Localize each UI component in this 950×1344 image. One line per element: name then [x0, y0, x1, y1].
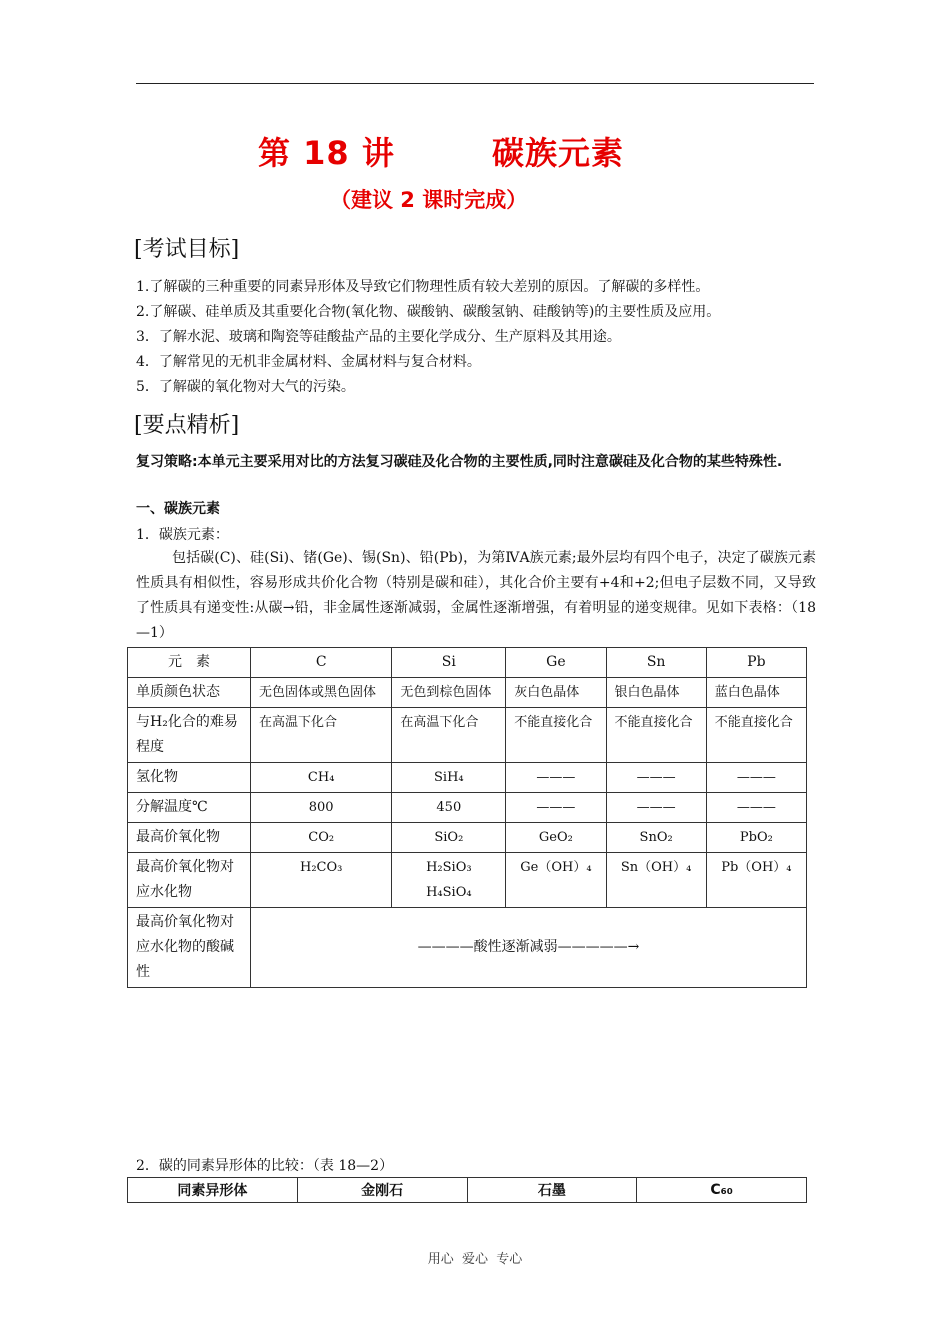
table-cell: CO₂ — [251, 823, 392, 853]
table-header-cell: 石墨 — [467, 1178, 637, 1203]
table-cell: ——— — [706, 763, 806, 793]
table-cell: 银白色晶体 — [606, 678, 706, 708]
item-carbon-group: 1．碳族元素： — [136, 527, 229, 543]
table-cell: ——— — [506, 763, 606, 793]
table-header-cell: 同素异形体 — [128, 1178, 298, 1203]
table-cell: ——— — [706, 793, 806, 823]
table-cell: H₂SiO₃ H₄SiO₄ — [392, 853, 506, 908]
review-strategy: 复习策略:本单元主要采用对比的方法复习碳硅及化合物的主要性质,同时注意碳硅及化合物的某些特殊性. — [136, 454, 783, 470]
table-row — [128, 708, 807, 763]
table-header-cell: Ge — [506, 648, 606, 678]
table-cell: Pb（OH）₄ — [706, 853, 806, 908]
table-row — [128, 853, 807, 908]
table-row — [128, 763, 807, 793]
table-header-row — [128, 1178, 807, 1203]
table-cell: SnO₂ — [606, 823, 706, 853]
table-header-cell: C₆₀ — [637, 1178, 807, 1203]
carbon-group-paragraph: 包括碳(C)、硅(Si)、锗(Ge)、锡(Sn)、铅(Pb)，为第ⅣA族元素;最外层均有四个电子，决定了碳族元素性质具有相似性，容易形成共价化合物（特别是碳和硅），其化合价主要有+4和+2;但电子层数不同，又导致了性质具有递变性:从碳→铅，非金属性逐渐减弱，金属性逐渐增强，有着明显的递变规律。见如下表格：（18—1） — [136, 550, 816, 641]
table-header-cell: Pb — [706, 648, 806, 678]
row-label: 最高价氧化物 — [128, 823, 251, 853]
table-cell: SiH₄ — [392, 763, 506, 793]
table-cell: 不能直接化合 — [706, 708, 806, 763]
objective-item: 5．了解碳的氧化物对大气的污染。 — [136, 379, 355, 395]
objectives-list — [136, 275, 720, 400]
item-allotropes: 2．碳的同素异形体的比较：（表 18—2） — [136, 1158, 394, 1174]
page-footer: 用心 爱心 专心 — [427, 1252, 523, 1267]
table-header-row — [128, 648, 807, 678]
row-label: 单质颜色状态 — [128, 678, 251, 708]
page-subtitle: （建议 2 课时完成） — [330, 188, 528, 212]
objective-item: 1.了解碳的三种重要的同素异形体及导致它们物理性质有较大差别的原因。了解碳的多样性。 — [136, 279, 710, 295]
table-cell: 在高温下化合 — [392, 708, 506, 763]
acidity-trend: ————酸性逐渐减弱—————→ — [251, 908, 807, 988]
table-cell: Ge（OH）₄ — [506, 853, 606, 908]
table-row — [128, 908, 807, 988]
table-cell: 不能直接化合 — [506, 708, 606, 763]
row-label: 最高价氧化物对应水化物的酸碱性 — [128, 908, 251, 988]
table-header-cell: Si — [392, 648, 506, 678]
key-points-heading: [要点精析] — [134, 413, 240, 438]
table-cell: ——— — [606, 793, 706, 823]
row-label: 分解温度℃ — [128, 793, 251, 823]
header-rule — [136, 83, 814, 84]
page-title: 第 18 讲 碳族元素 — [258, 134, 624, 172]
section-carbon-group: 一、碳族元素 — [136, 501, 220, 517]
table-cell: ——— — [606, 763, 706, 793]
table-cell: 不能直接化合 — [606, 708, 706, 763]
table-cell: H₂CO₃ — [251, 853, 392, 908]
table-cell: ——— — [506, 793, 606, 823]
table-row — [128, 793, 807, 823]
table-cell: PbO₂ — [706, 823, 806, 853]
objective-item: 3．了解水泥、玻璃和陶瓷等硅酸盐产品的主要化学成分、生产原料及其用途。 — [136, 329, 621, 345]
table-cell: GeO₂ — [506, 823, 606, 853]
table-header-cell: Sn — [606, 648, 706, 678]
objectives-heading: [考试目标] — [134, 237, 240, 262]
table-cell: 450 — [392, 793, 506, 823]
table-cell: 蓝白色晶体 — [706, 678, 806, 708]
table-cell: 灰白色晶体 — [506, 678, 606, 708]
table-cell: 无色到棕色固体 — [392, 678, 506, 708]
objective-item: 4．了解常见的无机非金属材料、金属材料与复合材料。 — [136, 354, 481, 370]
row-label: 氢化物 — [128, 763, 251, 793]
table-row — [128, 823, 807, 853]
table-cell: Sn（OH）₄ — [606, 853, 706, 908]
table-row — [128, 678, 807, 708]
allotropes-table — [127, 1177, 807, 1203]
table-cell: 800 — [251, 793, 392, 823]
table-header-cell: 元 素 — [128, 648, 251, 678]
objective-item: 2.了解碳、硅单质及其重要化合物(氧化物、碳酸钠、碳酸氢钠、硅酸钠等)的主要性质及应用。 — [136, 304, 721, 320]
row-label: 与H₂化合的难易程度 — [128, 708, 251, 763]
carbon-group-table — [127, 647, 807, 988]
table-cell: 无色固体或黑色固体 — [251, 678, 392, 708]
table-cell: SiO₂ — [392, 823, 506, 853]
table-header-cell: C — [251, 648, 392, 678]
table-cell: CH₄ — [251, 763, 392, 793]
table-header-cell: 金刚石 — [297, 1178, 467, 1203]
table-cell: 在高温下化合 — [251, 708, 392, 763]
row-label: 最高价氧化物对应水化物 — [128, 853, 251, 908]
